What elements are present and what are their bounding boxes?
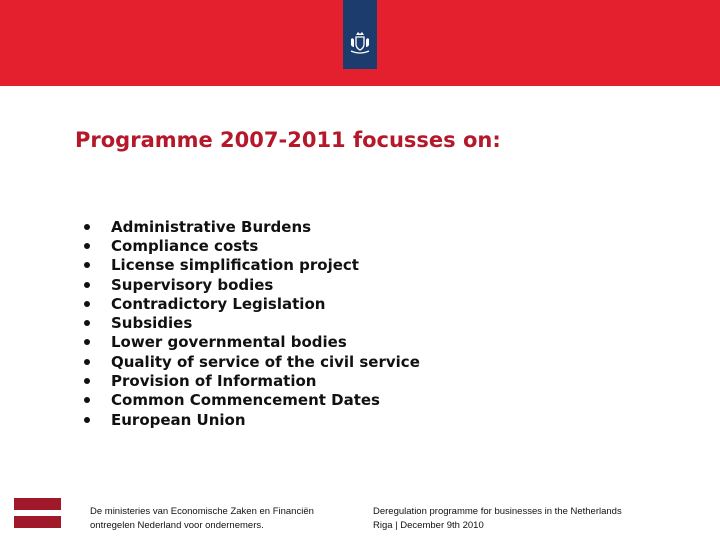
bullet-icon [84, 417, 90, 423]
flag-stripe-bottom [14, 516, 61, 528]
bullet-icon [84, 397, 90, 403]
list-item-label: European Union [111, 410, 246, 429]
government-logo [343, 0, 377, 69]
bullet-icon [84, 243, 90, 249]
bullet-icon [84, 224, 90, 230]
footer-presentation-title: Deregulation programme for businesses in the Netherlands [373, 506, 622, 517]
bullet-icon [84, 339, 90, 345]
flag-stripe-top [14, 498, 61, 510]
footer-tagline: ontregelen Nederland voor ondernemers. [90, 520, 264, 531]
list-item-label: Compliance costs [111, 236, 259, 255]
list-item [84, 410, 420, 429]
list-item [84, 371, 420, 390]
footer-location-date: Riga | December 9th 2010 [373, 520, 484, 531]
list-item-label: Administrative Burdens [111, 217, 312, 236]
list-item [84, 352, 420, 371]
list-item-label: Subsidies [111, 314, 193, 333]
latvian-flag-icon [14, 498, 61, 528]
list-item-label: Lower governmental bodies [111, 333, 347, 352]
slide-title: Programme 2007-2011 focusses on: [75, 128, 501, 152]
list-item [84, 256, 420, 275]
list-item [84, 391, 420, 410]
focus-list [84, 217, 420, 429]
bullet-icon [84, 282, 90, 288]
bullet-icon [84, 378, 90, 384]
list-item-label: Supervisory bodies [111, 275, 274, 294]
list-item-label: Contradictory Legislation [111, 294, 326, 313]
footer-ministries-line: De ministeries van Economische Zaken en Financiën [90, 506, 314, 517]
list-item-label: Provision of Information [111, 372, 317, 391]
list-item [84, 313, 420, 332]
list-item-label: Quality of service of the civil service [111, 352, 420, 371]
list-item [84, 275, 420, 294]
bullet-icon [84, 262, 90, 268]
list-item [84, 294, 420, 313]
list-item [84, 236, 420, 255]
coat-of-arms-icon [348, 30, 372, 56]
bullet-icon [84, 301, 90, 307]
list-item-label: License simplification project [111, 256, 359, 275]
list-item [84, 217, 420, 236]
bullet-icon [84, 320, 90, 326]
list-item-label: Common Commencement Dates [111, 391, 380, 410]
bullet-icon [84, 359, 90, 365]
list-item [84, 333, 420, 352]
